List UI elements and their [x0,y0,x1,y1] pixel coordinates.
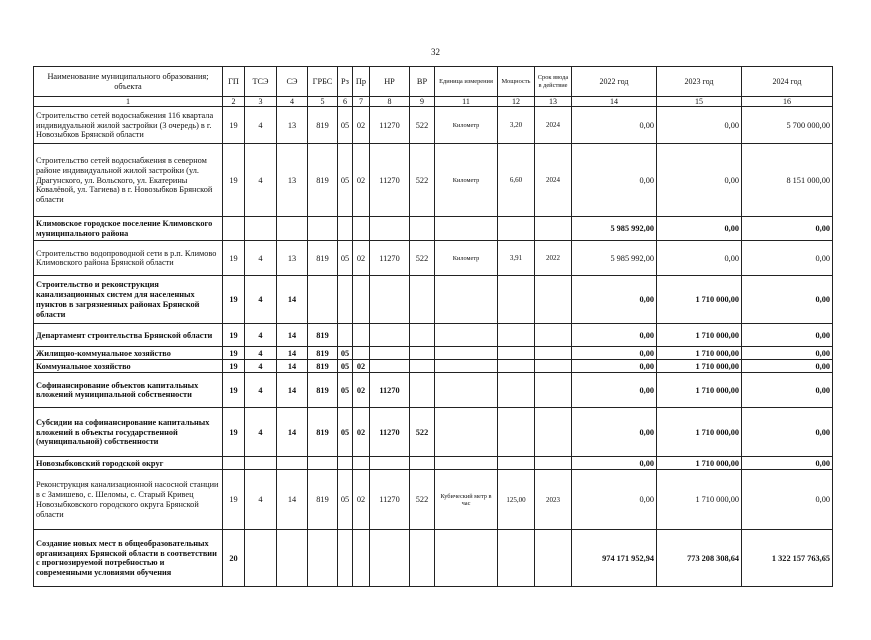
column-number: 2 [223,97,245,107]
cell-2023: 0,00 [657,107,742,144]
header-tse: ТСЭ [245,67,277,97]
header-term: Срок ввода в действие [535,67,572,97]
cell-2022: 974 171 952,94 [572,530,657,587]
cell-2023: 1 710 000,00 [657,373,742,408]
header-rz: Рз [338,67,353,97]
cell-object-name: Жилищно-коммунальное хозяйство [34,347,223,360]
cell-gp: 19 [223,276,245,324]
cell-grbs [308,530,338,587]
table-row [34,347,833,360]
cell-object-name: Строительство сетей водоснабжения в северном районе индивидуальной жилой застройки (ул. Драгунского, ул. Вольского, ул. Екатерины Ковалёвой, ул. Тагиева) в г. Новозыбков Брянской области [34,144,223,217]
cell-unit [435,408,498,457]
cell-pr [353,276,370,324]
cell-grbs: 819 [308,107,338,144]
cell-vr [410,373,435,408]
cell-object-name: Департамент строительства Брянской области [34,324,223,347]
cell-gp [223,457,245,470]
cell-rz [338,217,353,241]
cell-2024: 0,00 [742,360,833,373]
cell-object-name: Климовское городское поселение Климовского муниципального района [34,217,223,241]
column-number: 16 [742,97,833,107]
cell-grbs: 819 [308,408,338,457]
page-number: 32 [431,47,440,57]
cell-object-name: Реконструкция канализационной насосной станции в с Замишево, с. Шеломы, с. Старый Кривец Новозыбковского городского округа Брянской области [34,470,223,530]
table-row [34,144,833,217]
header-vr: ВР [410,67,435,97]
cell-2023: 1 710 000,00 [657,457,742,470]
cell-pr [353,530,370,587]
cell-vr [410,276,435,324]
header-2022: 2022 год [572,67,657,97]
cell-rz [338,276,353,324]
column-number: 8 [370,97,410,107]
cell-unit: Километр [435,241,498,276]
column-number: 5 [308,97,338,107]
cell-2022: 0,00 [572,457,657,470]
cell-capacity [498,373,535,408]
table-row [34,530,833,587]
cell-rz [338,530,353,587]
cell-term [535,360,572,373]
cell-tse [245,457,277,470]
cell-gp: 19 [223,107,245,144]
cell-unit [435,530,498,587]
cell-se [277,457,308,470]
cell-grbs: 819 [308,241,338,276]
cell-rz: 05 [338,408,353,457]
cell-tse: 4 [245,144,277,217]
cell-tse: 4 [245,373,277,408]
cell-term [535,347,572,360]
cell-term [535,457,572,470]
cell-term: 2023 [535,470,572,530]
cell-vr: 522 [410,107,435,144]
cell-pr [353,457,370,470]
cell-object-name: Строительство сетей водоснабжения 116 квартала индивидуальной жилой застройки (3 очередь) в г. Новозыбков Брянской области [34,107,223,144]
table-row [34,107,833,144]
cell-pr [353,324,370,347]
cell-grbs [308,217,338,241]
cell-se: 14 [277,408,308,457]
cell-unit: Километр [435,144,498,217]
cell-rz: 05 [338,347,353,360]
cell-nr [370,360,410,373]
cell-2022: 0,00 [572,360,657,373]
cell-gp: 19 [223,408,245,457]
cell-2023: 1 710 000,00 [657,360,742,373]
cell-unit [435,347,498,360]
cell-object-name: Новозыбковский городской округ [34,457,223,470]
column-number: 6 [338,97,353,107]
cell-capacity [498,530,535,587]
cell-vr [410,347,435,360]
cell-gp: 19 [223,241,245,276]
header-pr: Пр [353,67,370,97]
cell-object-name: Субсидии на софинансирование капитальных вложений в объекты государственной (муниципальной) собственности [34,408,223,457]
cell-unit: Километр [435,107,498,144]
cell-unit [435,373,498,408]
table-row [34,276,833,324]
column-number: 14 [572,97,657,107]
cell-tse: 4 [245,324,277,347]
cell-object-name: Строительство и реконструкция канализационных систем для населенных пунктов в загрязненных районах Брянской области [34,276,223,324]
cell-grbs: 819 [308,144,338,217]
cell-tse: 4 [245,107,277,144]
cell-2023: 0,00 [657,144,742,217]
cell-pr: 02 [353,373,370,408]
cell-capacity [498,408,535,457]
cell-2024: 5 700 000,00 [742,107,833,144]
cell-se [277,217,308,241]
cell-grbs: 819 [308,373,338,408]
cell-nr [370,347,410,360]
cell-2022: 5 985 992,00 [572,241,657,276]
cell-gp: 19 [223,347,245,360]
cell-se: 14 [277,347,308,360]
cell-2023: 1 710 000,00 [657,347,742,360]
cell-grbs [308,276,338,324]
cell-pr: 02 [353,107,370,144]
table-row [34,217,833,241]
cell-capacity [498,276,535,324]
cell-vr [410,457,435,470]
cell-unit [435,324,498,347]
cell-tse [245,530,277,587]
cell-2024: 0,00 [742,276,833,324]
cell-object-name: Создание новых мест в общеобразовательных организациях Брянской области в соответствии с прогнозируемой потребностью и современными условиями обучения [34,530,223,587]
cell-nr [370,217,410,241]
cell-tse: 4 [245,241,277,276]
cell-capacity [498,217,535,241]
cell-nr: 11270 [370,107,410,144]
header-name: Наименование муниципального образования; объекта [34,67,223,97]
column-number: 4 [277,97,308,107]
cell-2022: 0,00 [572,324,657,347]
table-row [34,470,833,530]
cell-2024: 0,00 [742,373,833,408]
cell-capacity [498,347,535,360]
cell-2022: 5 985 992,00 [572,217,657,241]
cell-2024: 1 322 157 763,65 [742,530,833,587]
cell-2023: 1 710 000,00 [657,324,742,347]
cell-object-name: Софинансирование объектов капитальных вложений муниципальной собственности [34,373,223,408]
cell-2022: 0,00 [572,107,657,144]
header-grbs: ГРБС [308,67,338,97]
cell-vr [410,530,435,587]
column-number: 3 [245,97,277,107]
cell-vr: 522 [410,144,435,217]
cell-rz: 05 [338,373,353,408]
cell-tse: 4 [245,360,277,373]
header-2023: 2023 год [657,67,742,97]
cell-grbs [308,457,338,470]
cell-nr: 11270 [370,241,410,276]
cell-rz: 05 [338,144,353,217]
table-row [34,373,833,408]
cell-se: 13 [277,107,308,144]
cell-pr: 02 [353,408,370,457]
cell-capacity [498,324,535,347]
table-header-row [34,67,833,97]
cell-term: 2022 [535,241,572,276]
cell-term [535,324,572,347]
cell-2022: 0,00 [572,144,657,217]
cell-2024: 0,00 [742,241,833,276]
column-number: 13 [535,97,572,107]
cell-rz: 05 [338,360,353,373]
cell-rz: 05 [338,470,353,530]
table-row [34,457,833,470]
cell-unit [435,457,498,470]
column-number: 11 [435,97,498,107]
cell-nr: 11270 [370,373,410,408]
cell-term [535,217,572,241]
budget-table [33,66,833,587]
header-2024: 2024 год [742,67,833,97]
cell-2022: 0,00 [572,470,657,530]
cell-pr: 02 [353,241,370,276]
cell-2024: 0,00 [742,217,833,241]
cell-vr [410,324,435,347]
cell-2023: 1 710 000,00 [657,276,742,324]
cell-gp [223,217,245,241]
cell-unit [435,360,498,373]
cell-gp: 19 [223,144,245,217]
cell-se: 14 [277,324,308,347]
header-gp: ГП [223,67,245,97]
cell-vr: 522 [410,241,435,276]
cell-vr: 522 [410,470,435,530]
table-row [34,360,833,373]
column-number: 9 [410,97,435,107]
cell-grbs: 819 [308,347,338,360]
cell-nr: 11270 [370,144,410,217]
cell-pr: 02 [353,144,370,217]
cell-grbs: 819 [308,470,338,530]
table-row [34,324,833,347]
cell-nr: 11270 [370,470,410,530]
header-se: СЭ [277,67,308,97]
cell-unit [435,217,498,241]
cell-se: 14 [277,373,308,408]
cell-object-name: Строительство водопроводной сети в р.п. Климово Климовского района Брянской области [34,241,223,276]
cell-2022: 0,00 [572,408,657,457]
cell-capacity: 3,91 [498,241,535,276]
cell-term [535,408,572,457]
cell-gp: 19 [223,324,245,347]
cell-capacity: 6,60 [498,144,535,217]
cell-capacity [498,360,535,373]
column-number: 7 [353,97,370,107]
cell-2023: 1 710 000,00 [657,470,742,530]
header-unit: Единица измерения [435,67,498,97]
cell-grbs: 819 [308,324,338,347]
cell-pr: 02 [353,470,370,530]
header-nr: НР [370,67,410,97]
cell-pr [353,347,370,360]
cell-gp: 19 [223,373,245,408]
cell-grbs: 819 [308,360,338,373]
cell-nr: 11270 [370,408,410,457]
cell-capacity: 3,20 [498,107,535,144]
cell-vr: 522 [410,408,435,457]
cell-tse: 4 [245,276,277,324]
cell-term: 2024 [535,144,572,217]
table-row [34,408,833,457]
cell-unit: Кубический метр в час [435,470,498,530]
cell-rz: 05 [338,241,353,276]
cell-nr [370,324,410,347]
cell-gp: 20 [223,530,245,587]
cell-capacity: 125,00 [498,470,535,530]
cell-unit [435,276,498,324]
cell-2023: 773 208 308,64 [657,530,742,587]
cell-rz: 05 [338,107,353,144]
cell-nr [370,530,410,587]
cell-2024: 0,00 [742,347,833,360]
cell-2022: 0,00 [572,276,657,324]
cell-2024: 0,00 [742,324,833,347]
column-number: 15 [657,97,742,107]
cell-term [535,373,572,408]
cell-se: 14 [277,470,308,530]
cell-se [277,530,308,587]
cell-vr [410,360,435,373]
cell-tse: 4 [245,347,277,360]
cell-pr [353,217,370,241]
cell-term: 2024 [535,107,572,144]
cell-object-name: Коммунальное хозяйство [34,360,223,373]
cell-2023: 1 710 000,00 [657,408,742,457]
cell-se: 13 [277,144,308,217]
cell-2023: 0,00 [657,241,742,276]
header-capacity: Мощность [498,67,535,97]
cell-nr [370,276,410,324]
cell-rz [338,457,353,470]
column-number: 1 [34,97,223,107]
cell-2023: 0,00 [657,217,742,241]
cell-tse [245,217,277,241]
cell-capacity [498,457,535,470]
cell-term [535,276,572,324]
cell-2022: 0,00 [572,347,657,360]
cell-tse: 4 [245,408,277,457]
cell-gp: 19 [223,470,245,530]
cell-2024: 8 151 000,00 [742,144,833,217]
cell-gp: 19 [223,360,245,373]
column-number-row [34,97,833,107]
cell-2024: 0,00 [742,408,833,457]
cell-rz [338,324,353,347]
cell-2024: 0,00 [742,470,833,530]
table-row [34,241,833,276]
cell-vr [410,217,435,241]
cell-2022: 0,00 [572,373,657,408]
cell-2024: 0,00 [742,457,833,470]
cell-term [535,530,572,587]
cell-se: 13 [277,241,308,276]
cell-pr: 02 [353,360,370,373]
cell-se: 14 [277,276,308,324]
cell-se: 14 [277,360,308,373]
cell-tse: 4 [245,470,277,530]
cell-nr [370,457,410,470]
column-number: 12 [498,97,535,107]
